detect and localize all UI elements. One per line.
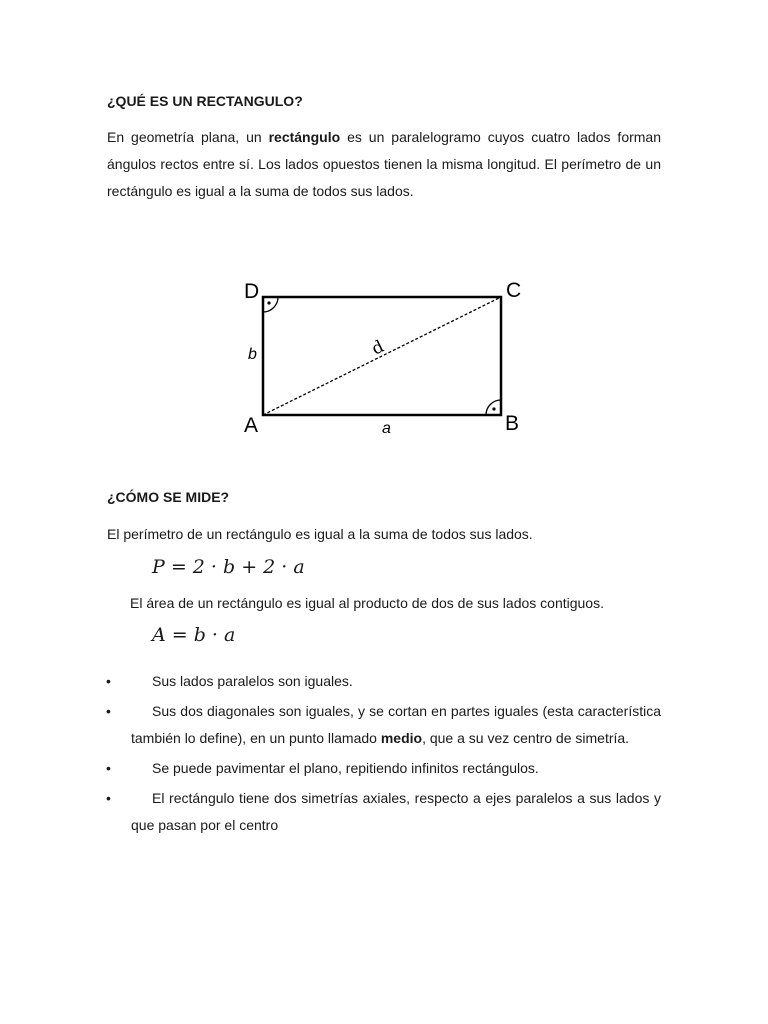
list-item — [107, 698, 661, 752]
definition-text-after: es un paralelogramo cuyos cuatro lados forman ángulos rectos entre sí. Los lados opuestos tienen la misma longitud. El perímetro de un rectángulo es igual a la suma de todos sus lados. — [107, 129, 662, 199]
right-angle-mark-d — [263, 297, 278, 312]
bullet-marker: • — [106, 760, 111, 776]
definition-paragraph — [107, 124, 661, 205]
list-item — [107, 668, 661, 695]
diagonal-label-d: d — [368, 336, 388, 360]
vertex-label-b: B — [505, 412, 520, 435]
list-item-text: Sus lados paralelos son iguales. — [152, 673, 353, 689]
list-item-text: El rectángulo tiene dos simetrías axiales, respecto a ejes paralelos a sus lados y que pasan por el centro — [131, 790, 661, 833]
list-item — [107, 755, 661, 782]
area-formula: A = b · a — [152, 624, 236, 646]
perimeter-text: El perímetro de un rectángulo es igual a la suma de todos sus lados. — [107, 526, 533, 542]
list-item — [107, 785, 661, 839]
properties-list — [107, 668, 661, 839]
rectangle-diagram — [238, 272, 538, 442]
vertex-label-c: C — [506, 279, 522, 302]
list-item-text — [131, 698, 661, 752]
definition-bold-term: rectángulo — [268, 129, 341, 145]
definition-text-before: En geometría plana, un — [107, 129, 269, 145]
area-text: El área de un rectángulo es igual al producto de dos de sus lados contiguos. — [130, 595, 604, 611]
section-title-what: ¿QUÉ ES UN RECTANGULO? — [107, 93, 303, 109]
side-label-a: a — [382, 420, 391, 437]
right-angle-dot-d — [267, 301, 270, 304]
list-item-bold-term: medio — [380, 730, 423, 746]
bullet-marker: • — [106, 703, 111, 719]
vertex-label-d: D — [244, 280, 260, 303]
bullet-marker: • — [106, 673, 111, 689]
bullet-marker: • — [106, 790, 111, 806]
side-label-b: b — [248, 346, 257, 363]
list-item-text-before: Sus dos diagonales son iguales, y se cortan en partes iguales (esta característica también lo define), en un punto llamado — [131, 703, 661, 746]
section-title-how: ¿CÓMO SE MIDE? — [107, 489, 230, 505]
right-angle-dot-b — [492, 407, 495, 410]
list-item-text: Se puede pavimentar el plano, repitiendo infinitos rectángulos. — [152, 760, 539, 776]
vertex-label-a: A — [244, 414, 259, 437]
perimeter-formula: P = 2 · b + 2 · a — [152, 556, 305, 578]
list-item-text-after: , que a su vez centro de simetría. — [422, 730, 630, 746]
